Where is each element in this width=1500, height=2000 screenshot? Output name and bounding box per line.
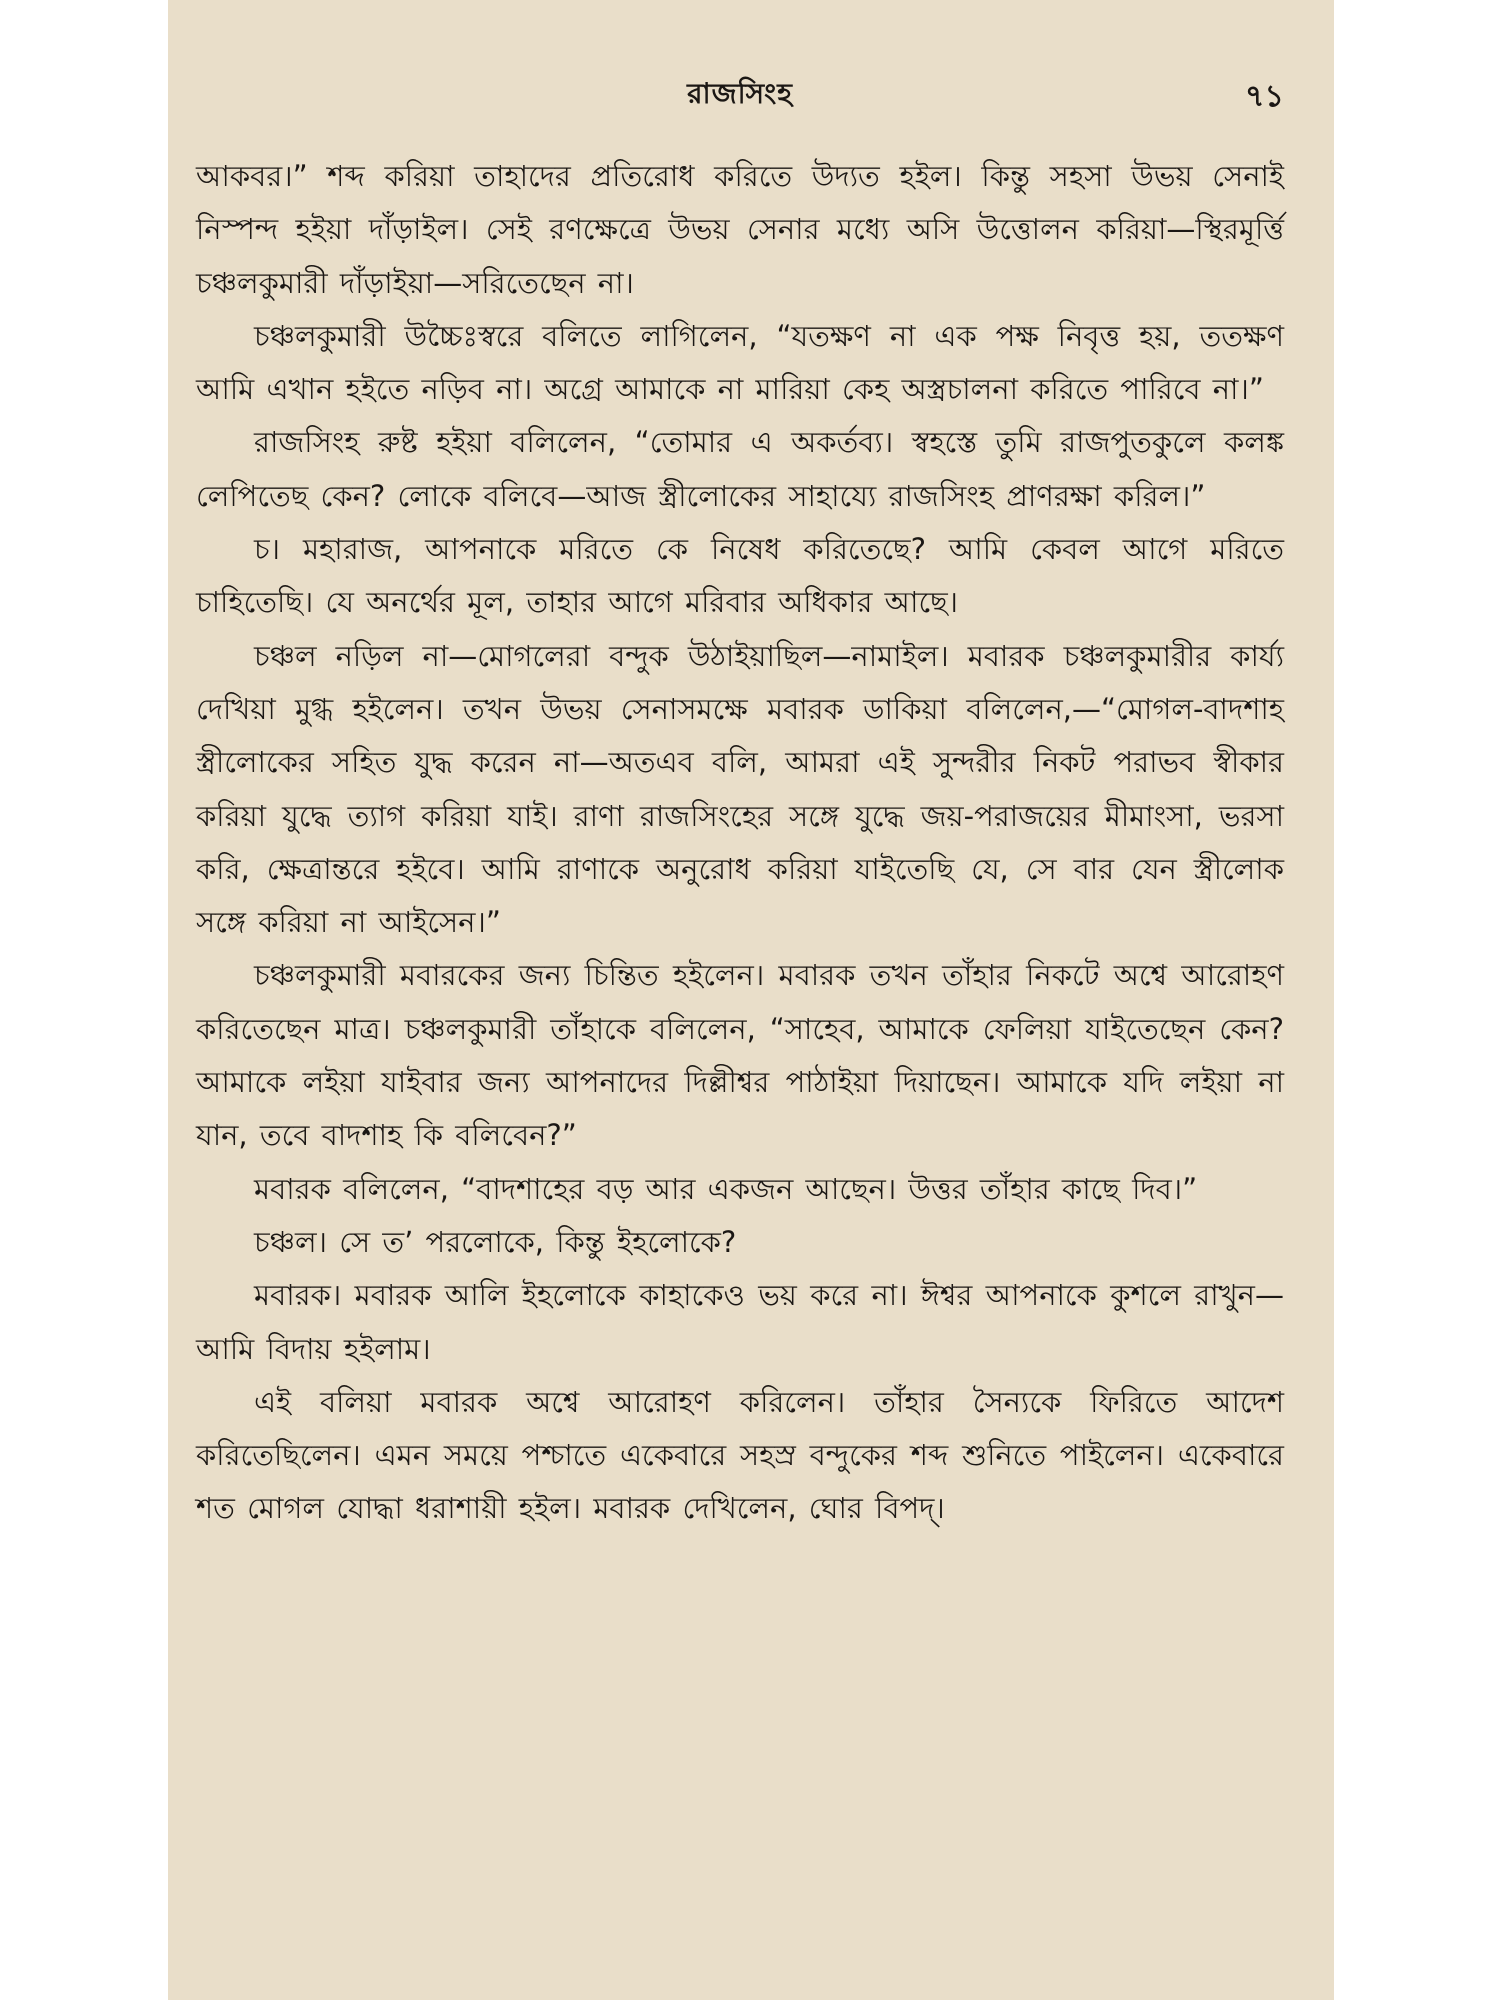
paragraph: রাজসিংহ রুষ্ট হইয়া বলিলেন, “তোমার এ অকর্তব্য। স্বহস্তে তুমি রাজপুতকুলে কলঙ্ক লেপিতেছ কেন? লোকে বলিবে—আজ স্ত্রীলোকের সাহায্যে রাজসিংহ প্রাণরক্ষা করিল।” bbox=[196, 425, 1284, 513]
book-page bbox=[168, 0, 1334, 2000]
paragraph: চঞ্চল। সে ত’ পরলোকে, কিন্তু ইহলোকে? bbox=[254, 1224, 737, 1259]
paragraph: আকবর।” শব্দ করিয়া তাহাদের প্রতিরোধ করিতে উদ্যত হইল। কিন্তু সহসা উভয় সেনাই নিস্পন্দ হইয়া দাঁড়াইল। সেই রণক্ষেত্রে উভয় সেনার মধ্যে অসি উত্তোলন করিয়া—স্থিরমূর্ত্তি চঞ্চলকুমারী দাঁড়াইয়া—সরিতেছেন না। bbox=[196, 159, 1284, 300]
paragraph: মবারক বলিলেন, “বাদশাহের বড় আর একজন আছেন। উত্তর তাঁহার কাছে দিব।” bbox=[254, 1171, 1198, 1206]
paragraph: চঞ্চল নড়িল না—মোগলেরা বন্দুক উঠাইয়াছিল—নামাইল। মবারক চঞ্চলকুমারীর কার্য্য দেখিয়া মুগ্ধ হইলেন। তখন উভয় সেনাসমক্ষে মবারক ডাকিয়া বলিলেন,—“মোগল-বাদশাহ স্ত্রীলোকের সহিত যুদ্ধ করেন না—অতএব বলি, আমরা এই সুন্দরীর নিকট পরাভব স্বীকার করিয়া যুদ্ধে ত্যাগ করিয়া যাই। রাণা রাজসিংহের সঙ্গে যুদ্ধে জয়-পরাজয়ের মীমাংসা, ভরসা করি, ক্ষেত্রান্তরে হইবে। আমি রাণাকে অনুরোধ করিয়া যাইতেছি যে, সে বার যেন স্ত্রীলোক সঙ্গে করিয়া না আইসেন।” bbox=[196, 638, 1284, 940]
paragraph: চ। মহারাজ, আপনাকে মরিতে কে নিষেধ করিতেছে? আমি কেবল আগে মরিতে চাহিতেছি। যে অনর্থের মূল, তাহার আগে মরিবার অধিকার আছে। bbox=[196, 532, 1284, 620]
running-title: রাজসিংহ bbox=[687, 77, 793, 110]
page-number: ৭১ bbox=[1245, 79, 1284, 114]
paragraph: মবারক। মবারক আলি ইহলোকে কাহাকেও ভয় করে না। ঈশ্বর আপনাকে কুশলে রাখুন—আমি বিদায় হইলাম। bbox=[196, 1278, 1284, 1366]
paragraph: এই বলিয়া মবারক অশ্বে আরোহণ করিলেন। তাঁহার সৈন্যকে ফিরিতে আদেশ করিতেছিলেন। এমন সময়ে পশ্চাতে একেবারে সহস্র বন্দুকের শব্দ শুনিতে পাইলেন। একেবারে শত মোগল যোদ্ধা ধরাশায়ী হইল। মবারক দেখিলেন, ঘোর বিপদ্। bbox=[196, 1384, 1284, 1526]
running-head bbox=[196, 72, 1284, 124]
body-text bbox=[196, 150, 1284, 1536]
paragraph: চঞ্চলকুমারী মবারকের জন্য চিন্তিত হইলেন। মবারক তখন তাঁহার নিকটে অশ্বে আরোহণ করিতেছেন মাত্র। চঞ্চলকুমারী তাঁহাকে বলিলেন, “সাহেব, আমাকে ফেলিয়া যাইতেছেন কেন? আমাকে লইয়া যাইবার জন্য আপনাদের দিল্লীশ্বর পাঠাইয়া দিয়াছেন। আমাকে যদি লইয়া না যান, তবে বাদশাহ কি বলিবেন?” bbox=[196, 958, 1284, 1153]
paragraph: চঞ্চলকুমারী উচ্চৈঃস্বরে বলিতে লাগিলেন, “যতক্ষণ না এক পক্ষ নিবৃত্ত হয়, ততক্ষণ আমি এখান হইতে নড়িব না। অগ্রে আমাকে না মারিয়া কেহ অস্ত্রচালনা করিতে পারিবে না।” bbox=[196, 318, 1284, 407]
